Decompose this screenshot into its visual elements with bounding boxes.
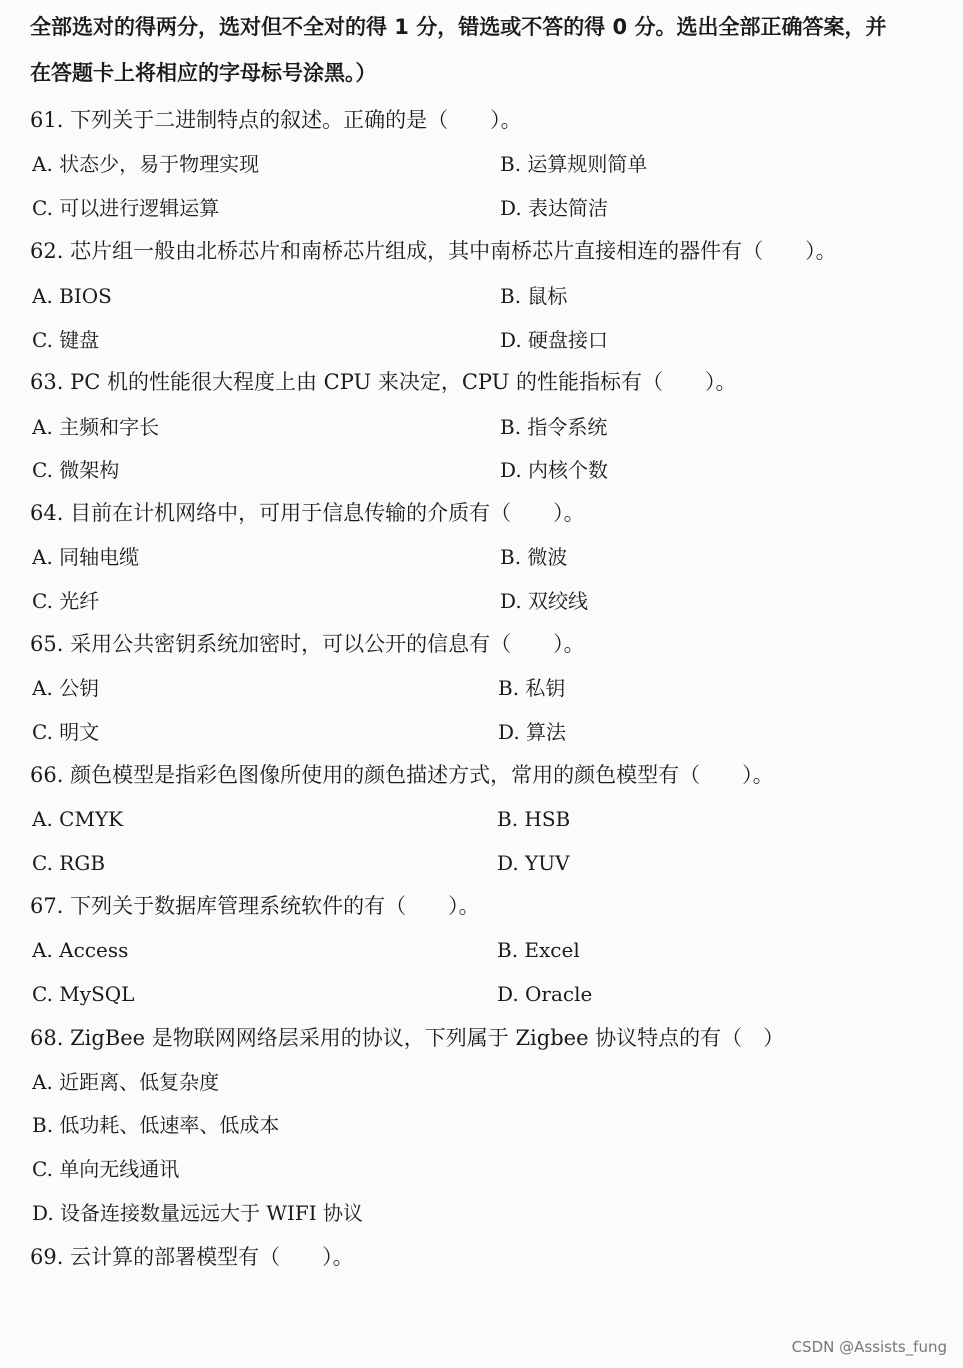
question-62-option-a: A. BIOS xyxy=(32,284,112,308)
question-63-option-c: C. 微架构 xyxy=(32,458,120,482)
instructions-line-1: 全部选对的得两分，选对但不全对的得 1 分，错选或不答的得 0 分。选出全部正确答案，并 xyxy=(30,15,887,39)
question-66-stem: 66. 颜色模型是指彩色图像所使用的颜色描述方式，常用的颜色模型有（ ）。 xyxy=(30,763,774,787)
question-65-option-a: A. 公钥 xyxy=(32,676,100,700)
question-65-option-c: C. 明文 xyxy=(32,720,100,744)
question-62-option-b: B. 鼠标 xyxy=(500,284,568,308)
question-65-option-d: D. 算法 xyxy=(498,720,567,744)
question-68-option-a: A. 近距离、低复杂度 xyxy=(32,1070,220,1094)
question-68-option-c: C. 单向无线通讯 xyxy=(32,1157,180,1181)
question-66-option-c: C. RGB xyxy=(32,851,106,875)
question-66-option-a: A. CMYK xyxy=(32,807,124,831)
question-63-option-b: B. 指令系统 xyxy=(500,415,608,439)
question-67-option-b: B. Excel xyxy=(497,938,580,962)
instructions-line-2: 在答题卡上将相应的字母标号涂黑。） xyxy=(30,61,377,85)
question-61-stem: 61. 下列关于二进制特点的叙述。正确的是（ ）。 xyxy=(30,108,522,132)
question-64-option-c: C. 光纤 xyxy=(32,589,100,613)
question-64-option-b: B. 微波 xyxy=(500,545,568,569)
question-61-option-b: B. 运算规则简单 xyxy=(500,152,648,176)
question-65-stem: 65. 采用公共密钥系统加密时，可以公开的信息有（ ）。 xyxy=(30,632,585,656)
question-66-option-b: B. HSB xyxy=(497,807,571,831)
question-67-option-d: D. Oracle xyxy=(497,982,593,1006)
question-68-option-b: B. 低功耗、低速率、低成本 xyxy=(32,1113,280,1137)
question-67-option-a: A. Access xyxy=(32,938,129,962)
question-69-stem: 69. 云计算的部署模型有（ ）。 xyxy=(30,1245,354,1269)
question-67-stem: 67. 下列关于数据库管理系统软件的有（ ）。 xyxy=(30,894,480,918)
question-68-option-d: D. 设备连接数量远远大于 WIFI 协议 xyxy=(32,1201,363,1225)
question-64-option-a: A. 同轴电缆 xyxy=(32,545,140,569)
question-68-stem: 68. ZigBee 是物联网网络层采用的协议，下列属于 Zigbee 协议特点的有（ ） xyxy=(30,1026,785,1050)
question-63-option-d: D. 内核个数 xyxy=(500,458,609,482)
question-62-option-d: D. 硬盘接口 xyxy=(500,328,609,352)
question-63-option-a: A. 主频和字长 xyxy=(32,415,160,439)
question-65-option-b: B. 私钥 xyxy=(498,676,566,700)
question-61-option-c: C. 可以进行逻辑运算 xyxy=(32,196,220,220)
question-61-option-d: D. 表达简洁 xyxy=(500,196,609,220)
question-66-option-d: D. YUV xyxy=(497,851,570,875)
question-64-stem: 64. 目前在计机网络中，可用于信息传输的介质有（ ）。 xyxy=(30,501,585,525)
question-61-option-a: A. 状态少，易于物理实现 xyxy=(32,152,260,176)
question-63-stem: 63. PC 机的性能很大程度上由 CPU 来决定，CPU 的性能指标有（ ）。 xyxy=(30,370,737,394)
question-64-option-d: D. 双绞线 xyxy=(500,589,589,613)
csdn-watermark: CSDN @Assists_fung xyxy=(791,1338,947,1356)
question-62-option-c: C. 键盘 xyxy=(32,328,100,352)
question-62-stem: 62. 芯片组一般由北桥芯片和南桥芯片组成，其中南桥芯片直接相连的器件有（ ）。 xyxy=(30,239,837,263)
question-67-option-c: C. MySQL xyxy=(32,982,135,1006)
